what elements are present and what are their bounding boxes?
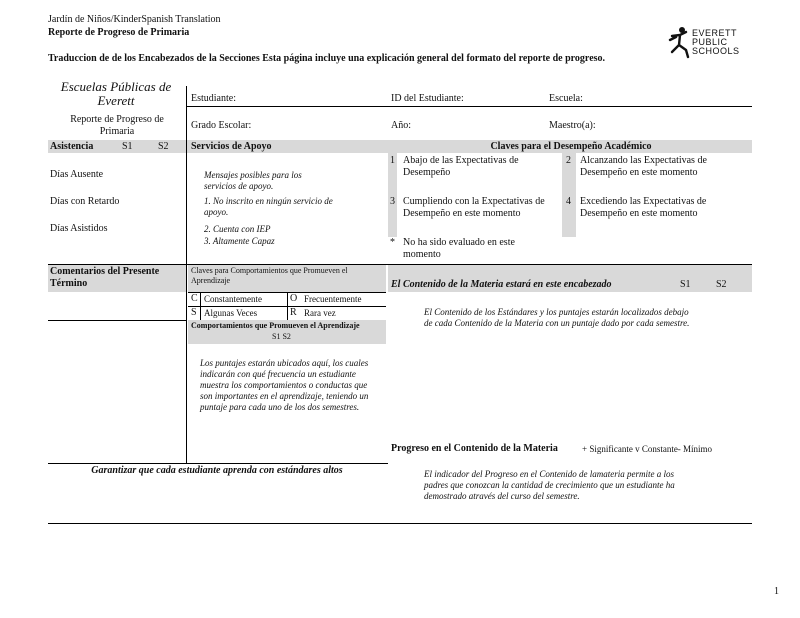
year-label: Año:	[391, 120, 411, 131]
support-title: Servicios de Apoyo	[191, 141, 272, 152]
behavior-key-s-label: Algunas Veces	[204, 308, 258, 318]
logo-line1: EVERETT	[692, 28, 738, 38]
key-3-num: 3	[390, 196, 395, 207]
progress-title: Progreso en el Contenido de la Materia	[391, 443, 558, 454]
key-4-num: 4	[566, 196, 571, 207]
school-name: Escuelas Públicas de Everett	[60, 79, 172, 108]
header-line1: Jardín de Niños/KinderSpanish Translation	[48, 14, 221, 25]
key-star-text: No ha sido evaluado en este momento	[403, 237, 515, 260]
progress-text: El indicador del Progreso en el Contenido de lamateria permite a los padres que conozcan la cantidad de crecimiento que un estudiante ha demostrado através del curso del semestre.	[424, 469, 675, 501]
page-number: 1	[774, 586, 779, 597]
subject-title: El Contenido de la Materia estará en este encabezado	[391, 279, 612, 290]
key-2-text: Alcanzando las Expectativas de Desempeño en este momento	[580, 155, 707, 178]
behavior-key-c: C	[191, 293, 198, 304]
subject-text: El Contenido de los Estándares y los puntajes estarán localizados debajo de cada Contenido de la Materia con un puntaje dado por cada semestre.	[424, 307, 690, 328]
comments-title: Comentarios del Presente Término	[50, 266, 160, 289]
behaviors-text: Los puntajes estarán ubicados aquí, los cuales indicarán con qué frecuencia un estudiante muestra los comportamientos o conductas que son importantes en el aprendizaje, teniendo un puntaje para cada uno de los dos semestres.	[200, 358, 369, 412]
subject-s2: S2	[716, 279, 727, 290]
key-2-num: 2	[566, 155, 571, 166]
support-item-2: 2. Cuenta con IEP	[204, 224, 271, 234]
header-title: Reporte de Progreso de Primaria	[48, 27, 190, 38]
key-1-text: Abajo de las Expectativas de Desempeño	[403, 155, 519, 178]
behavior-key-s: S	[191, 307, 197, 318]
keys-title: Claves para el Desempeño Académico	[490, 141, 652, 152]
key-1-num: 1	[390, 155, 395, 166]
motto: Garantizar que cada estudiante aprenda con estándares altos	[91, 465, 343, 476]
behavior-keys-title: Claves para Comportamientos que Promueven el Aprendizaje	[191, 266, 348, 285]
subject-s1: S1	[680, 279, 691, 290]
key-4-text: Excediendo las Expectativas de Desempeño en este momento	[580, 196, 707, 219]
key-star-num: *	[390, 237, 395, 248]
school-label: Escuela:	[549, 93, 583, 104]
support-item-3: 3. Altamente Capaz	[204, 236, 275, 246]
behavior-key-c-label: Constantemente	[204, 294, 262, 304]
support-item-1: 1. No inscrito en ningún servicio de apoyo.	[204, 196, 333, 217]
logo-line3: SCHOOLS	[692, 46, 740, 56]
figure-leaping-icon	[666, 26, 692, 60]
attendance-title: Asistencia	[50, 141, 94, 152]
key-3-text: Cumpliendo con la Expectativas de Desempeño en este momento	[403, 196, 545, 219]
student-id-label: ID del Estudiante:	[391, 93, 464, 104]
attendance-s1: S1	[122, 141, 133, 152]
report-name: Reporte de Progreso de Primaria	[70, 114, 164, 137]
behaviors-title: Comportamientos que Promueven el Aprendizaje	[191, 321, 360, 330]
behavior-key-o: O	[290, 293, 298, 304]
behavior-key-o-label: Frecuentemente	[304, 294, 362, 304]
attendance-tardy: Días con Retardo	[50, 196, 120, 207]
header-intro: Traduccion de de los Encabezados de la Secciones Esta página incluye una explicación general del formato del reporte de progreso.	[48, 53, 606, 64]
teacher-label: Maestro(a):	[549, 120, 596, 131]
grade-label: Grado Escolar:	[191, 120, 252, 131]
behavior-key-r-label: Rara vez	[304, 308, 336, 318]
logo	[666, 26, 756, 62]
support-text: Mensajes posibles para los servicios de apoyo.	[204, 170, 302, 191]
student-label: Estudiante:	[191, 93, 236, 104]
behavior-key-r: R	[290, 307, 297, 318]
progress-legend: + Significante v Constante- Mínimo	[582, 444, 713, 454]
behaviors-s1s2: S1 S2	[272, 332, 291, 341]
logo-line2: PUBLIC	[692, 37, 728, 47]
attendance-absent: Días Ausente	[50, 169, 104, 180]
attendance-s2: S2	[158, 141, 169, 152]
attendance-attended: Días Asistidos	[50, 223, 108, 234]
